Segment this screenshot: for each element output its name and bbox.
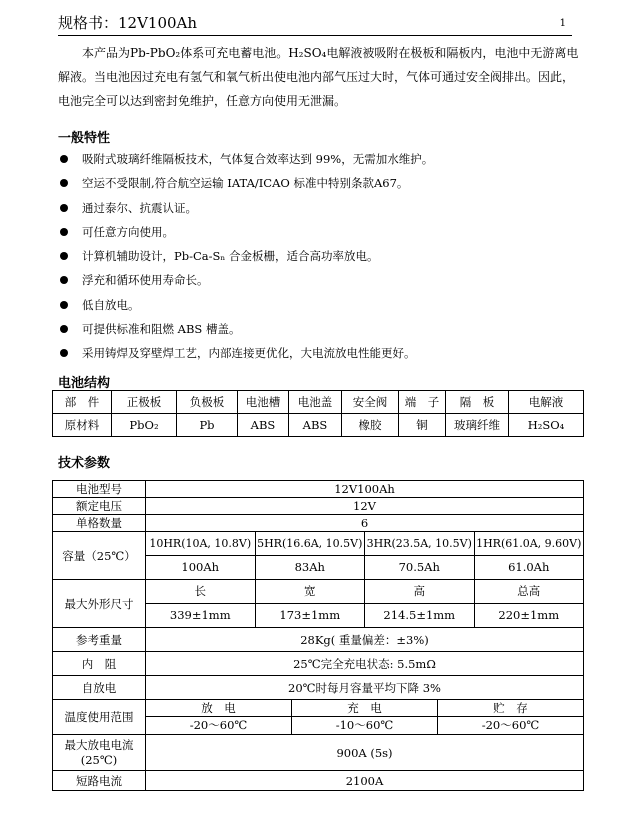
table-cell: 短路电流 — [53, 771, 146, 791]
table-row — [53, 676, 584, 700]
params-heading: 技术参数 — [58, 456, 111, 471]
table-cell — [146, 580, 584, 628]
page-header — [58, 9, 572, 36]
feature-item: 可任意方向使用。 — [58, 220, 598, 244]
table-cell: 放 电 — [146, 700, 291, 717]
table-cell: 电池型号 — [53, 481, 146, 498]
table-cell: 最大放电电流(25℃) — [53, 735, 146, 771]
table-cell: 安全阀 — [342, 391, 399, 414]
table-cell: 宽 — [256, 580, 365, 604]
bullet-icon — [60, 349, 68, 357]
table-cell: 自放电 — [53, 676, 146, 700]
intro-paragraph: 本产品为Pb-PbO₂体系可充电蓄电池。H₂SO₄电解液被吸附在极板和隔板内，电池中无游离电解液。当电池因过充电有氢气和氧气析出使电池内部气压过大时，气体可通过安全阀排出。因此，电池完全可以达到密封免维护，任意方向使用无泄漏。 — [58, 46, 579, 108]
table-cell: 6 — [146, 515, 584, 532]
table-cell — [146, 532, 584, 580]
table-cell: 70.5Ah — [398, 560, 440, 574]
bullet-icon — [60, 155, 68, 163]
table-cell: 100Ah — [181, 560, 220, 574]
table-cell: 高 — [365, 580, 474, 604]
features-heading: 一般特性 — [58, 131, 111, 146]
structure-heading: 电池结构 — [58, 376, 111, 391]
structure-table — [52, 390, 584, 437]
bullet-icon — [60, 228, 68, 236]
table-cell: 长 — [146, 580, 255, 604]
table-cell: 10HR(10A, 10.8V) — [146, 532, 255, 556]
features-list — [58, 147, 598, 366]
table-cell: 端 子 — [399, 391, 446, 414]
feature-item: 计算机辅助设计，Pb-Ca-Sₙ 合金板栅，适合高功率放电。 — [58, 244, 598, 268]
table-cell: ABS — [289, 414, 342, 437]
table-cell: PbO₂ — [112, 414, 177, 437]
bullet-icon — [60, 179, 68, 187]
table-cell: 28Kg( 重量偏差：±3%) — [146, 628, 584, 652]
table-row — [53, 700, 584, 735]
table-cell: 25℃完全充电状态: 5.5mΩ — [146, 652, 584, 676]
feature-item: 空运不受限制,符合航空运输 IATA/ICAO 标准中特别条款A67。 — [58, 171, 598, 195]
table-cell: 负极板 — [177, 391, 238, 414]
table-row — [53, 735, 584, 771]
table-cell: 900A (5s) — [146, 735, 584, 771]
table-cell: 214.5±1mm — [383, 608, 456, 622]
params-table — [52, 480, 584, 791]
feature-item: 采用铸焊及穿壁焊工艺，内部连接更优化，大电流放电性能更好。 — [58, 341, 598, 365]
table-cell: 玻璃纤维 — [446, 414, 509, 437]
bullet-icon — [60, 276, 68, 284]
table-cell: 173±1mm — [279, 608, 341, 622]
table-cell: 温度使用范围 — [53, 700, 146, 735]
table-cell: 总高 — [475, 580, 584, 604]
table-cell: 339±1mm — [169, 608, 231, 622]
table-cell: -20～60℃ — [189, 718, 248, 732]
table-cell: 20℃时每月容量平均下降 3% — [146, 676, 584, 700]
feature-item: 低自放电。 — [58, 293, 598, 317]
table-cell: H₂SO₄ — [509, 414, 584, 437]
table-cell: 2100A — [146, 771, 584, 791]
table-cell: 83Ah — [294, 560, 325, 574]
table-row — [53, 391, 584, 414]
table-cell: 电池槽 — [238, 391, 289, 414]
bullet-icon — [60, 252, 68, 260]
table-cell: 220±1mm — [498, 608, 560, 622]
table-cell: ABS — [238, 414, 289, 437]
table-cell: 参考重量 — [53, 628, 146, 652]
table-cell: 3HR(23.5A, 10.5V) — [365, 532, 474, 556]
bullet-icon — [60, 325, 68, 333]
table-row — [53, 481, 584, 498]
feature-item: 吸附式玻璃纤维隔板技术，气体复合效率达到 99%，无需加水维护。 — [58, 147, 598, 171]
table-cell: 内 阻 — [53, 652, 146, 676]
table-row — [53, 652, 584, 676]
table-cell: 铜 — [399, 414, 446, 437]
table-row — [53, 628, 584, 652]
table-cell: 原材料 — [53, 414, 112, 437]
table-cell: 部 件 — [53, 391, 112, 414]
table-cell: Pb — [177, 414, 238, 437]
table-cell: 61.0Ah — [508, 560, 550, 574]
table-cell: 最大外形尺寸 — [53, 580, 146, 628]
table-cell: 电池盖 — [289, 391, 342, 414]
page-number: 1 — [559, 18, 566, 29]
feature-item: 可提供标准和阻燃 ABS 槽盖。 — [58, 317, 598, 341]
table-cell: 12V100Ah — [146, 481, 584, 498]
table-cell: -20～60℃ — [481, 718, 540, 732]
bullet-icon — [60, 301, 68, 309]
table-cell: 电解液 — [509, 391, 584, 414]
table-row — [53, 771, 584, 791]
table-row — [53, 580, 584, 628]
table-cell: 额定电压 — [53, 498, 146, 515]
table-cell: 1HR(61.0A, 9.60V) — [475, 532, 584, 556]
table-cell: 正极板 — [112, 391, 177, 414]
table-cell: 橡胶 — [342, 414, 399, 437]
table-row — [53, 532, 584, 580]
feature-item: 浮充和循环使用寿命长。 — [58, 268, 598, 292]
table-cell: 12V — [146, 498, 584, 515]
bullet-icon — [60, 204, 68, 212]
table-cell: 贮 存 — [438, 700, 583, 717]
table-cell: 隔 板 — [446, 391, 509, 414]
doc-title: 规格书：12V100Ah — [58, 14, 198, 32]
table-cell: 单格数量 — [53, 515, 146, 532]
table-row — [53, 498, 584, 515]
table-cell: -10～60℃ — [335, 718, 394, 732]
table-cell — [146, 700, 584, 735]
table-cell: 容量（25℃） — [53, 532, 146, 580]
table-row — [53, 515, 584, 532]
table-row — [53, 414, 584, 437]
table-cell: 5HR(16.6A, 10.5V) — [256, 532, 365, 556]
table-cell: 充 电 — [292, 700, 437, 717]
feature-item: 通过泰尔、抗震认证。 — [58, 196, 598, 220]
